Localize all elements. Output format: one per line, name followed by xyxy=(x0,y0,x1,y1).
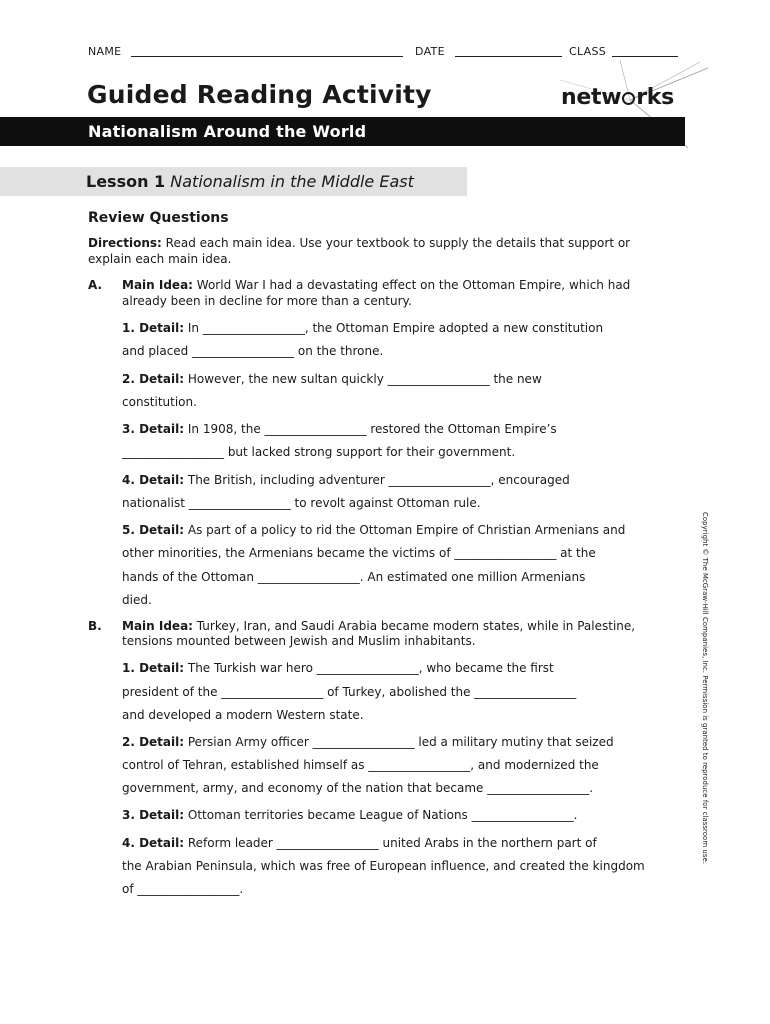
logo-circle-icon xyxy=(622,92,635,105)
directions-line-1 xyxy=(88,236,630,252)
b-detail-4-line-2: the Arabian Peninsula, which was free of European influence, and created the kingdom xyxy=(122,859,645,873)
directions-text-1: Read each main idea. Use your textbook to supply the details that support or xyxy=(165,236,631,250)
detail-label: 5. Detail: xyxy=(122,523,185,537)
detail-label: 1. Detail: xyxy=(122,661,185,675)
a-detail-2-line-2: constitution. xyxy=(122,395,197,409)
copyright-text: Copyright © The McGraw-Hill Companies, Inc. Permission is granted to reproduce for classroom use. xyxy=(701,512,709,864)
detail-label: 4. Detail: xyxy=(122,836,185,850)
b-detail-1-line-3: and developed a modern Western state. xyxy=(122,708,364,722)
detail-text: The Turkish war hero _________________, who became the first xyxy=(187,661,554,675)
b-detail-4-line-3: of _________________. xyxy=(122,882,244,896)
a-detail-4-line-1 xyxy=(122,473,570,489)
detail-text: However, the new sultan quickly _________________ the new xyxy=(187,372,542,386)
b-detail-3-line-1 xyxy=(122,808,577,824)
section-a-main-idea-1 xyxy=(122,278,630,294)
lesson-heading xyxy=(86,172,414,191)
detail-text: The British, including adventurer _________________, encouraged xyxy=(187,473,570,487)
a-detail-5-line-1 xyxy=(122,523,625,539)
logo-text-end: rks xyxy=(636,85,674,110)
detail-text: In 1908, the _________________ restored the Ottoman Empire’s xyxy=(187,422,557,436)
detail-label: 3. Detail: xyxy=(122,808,185,822)
section-b-main-idea-2: tensions mounted between Jewish and Muslim inhabitants. xyxy=(122,634,476,648)
detail-label: 2. Detail: xyxy=(122,735,185,749)
detail-label: 4. Detail: xyxy=(122,473,185,487)
section-a-letter: A. xyxy=(88,278,103,292)
logo-text-start: netw xyxy=(561,85,622,110)
a-detail-5-line-2: other minorities, the Armenians became the victims of _________________ at the xyxy=(122,546,596,560)
b-detail-2-line-1 xyxy=(122,735,614,751)
main-idea-text: Turkey, Iran, and Saudi Arabia became modern states, while in Palestine, xyxy=(196,619,636,633)
detail-label: 3. Detail: xyxy=(122,422,185,436)
name-label: NAME xyxy=(88,45,122,58)
section-b-letter: B. xyxy=(88,619,102,633)
a-detail-3-line-2: _________________ but lacked strong support for their government. xyxy=(122,445,516,459)
directions-line-2: explain each main idea. xyxy=(88,252,232,266)
a-detail-2-line-1 xyxy=(122,372,542,388)
detail-label: 2. Detail: xyxy=(122,372,185,386)
main-idea-label: Main Idea: xyxy=(122,278,193,292)
b-detail-2-line-2: control of Tehran, established himself as _________________, and modernized the xyxy=(122,758,599,772)
b-detail-4-line-1 xyxy=(122,836,597,852)
copyright-notice xyxy=(701,512,719,912)
a-detail-5-line-3: hands of the Ottoman _________________. An estimated one million Armenians xyxy=(122,570,586,584)
detail-text: Ottoman territories became League of Nations _________________. xyxy=(187,808,578,822)
a-detail-5-line-4: died. xyxy=(122,593,152,607)
a-detail-1-line-2: and placed _________________ on the throne. xyxy=(122,344,384,358)
detail-label: 1. Detail: xyxy=(122,321,185,335)
b-detail-1-line-2: president of the _________________ of Turkey, abolished the _________________ xyxy=(122,685,577,699)
b-detail-2-line-3: government, army, and economy of the nation that became _________________. xyxy=(122,781,594,795)
main-idea-label: Main Idea: xyxy=(122,619,193,633)
section-a-main-idea-2: already been in decline for more than a century. xyxy=(122,294,412,308)
lesson-label: Lesson 1 xyxy=(86,172,166,191)
review-heading: Review Questions xyxy=(88,210,229,226)
directions-label: Directions: xyxy=(88,236,162,250)
detail-text: In _________________, the Ottoman Empire adopted a new constitution xyxy=(187,321,604,335)
detail-text: Reform leader _________________ united Arabs in the northern part of xyxy=(187,836,597,850)
a-detail-1-line-1 xyxy=(122,321,603,337)
detail-text: Persian Army officer _________________ led a military mutiny that seized xyxy=(187,735,614,749)
section-b-main-idea-1 xyxy=(122,619,635,635)
detail-text: As part of a policy to rid the Ottoman Empire of Christian Armenians and xyxy=(187,523,626,537)
a-detail-3-line-1 xyxy=(122,422,557,438)
chapter-title: Nationalism Around the World xyxy=(88,122,367,141)
main-idea-text: World War I had a devastating effect on the Ottoman Empire, which had xyxy=(196,278,631,292)
a-detail-4-line-2: nationalist _________________ to revolt against Ottoman rule. xyxy=(122,496,481,510)
networks-logo xyxy=(561,85,674,110)
date-label: DATE xyxy=(415,45,445,58)
b-detail-1-line-1 xyxy=(122,661,554,677)
page-title: Guided Reading Activity xyxy=(87,80,432,109)
class-label: CLASS xyxy=(569,45,607,58)
lesson-title: Nationalism in the Middle East xyxy=(170,172,414,191)
